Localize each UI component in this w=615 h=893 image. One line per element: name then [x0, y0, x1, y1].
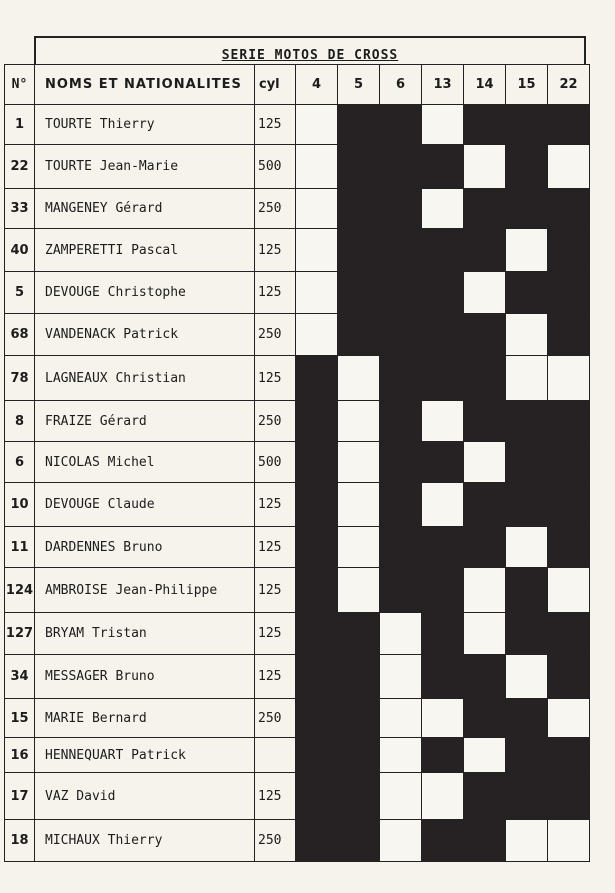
- table-row: [5, 613, 590, 655]
- rider-cyl: 125: [255, 773, 296, 820]
- table-row: [5, 229, 590, 272]
- rider-name: DEVOUGE Christophe: [35, 272, 255, 314]
- rider-number: 33: [5, 189, 35, 229]
- run-cell-22: [548, 483, 590, 527]
- run-cell-4: [296, 699, 338, 738]
- rider-number: 5: [5, 272, 35, 314]
- run-cell-5: [338, 738, 380, 773]
- header-run: 22: [548, 65, 590, 105]
- rider-number: 34: [5, 655, 35, 699]
- rider-cyl: [255, 738, 296, 773]
- table-row: [5, 738, 590, 773]
- run-cell-13: [422, 773, 464, 820]
- run-cell-13: [422, 655, 464, 699]
- run-cell-4: [296, 314, 338, 356]
- run-cell-14: [464, 699, 506, 738]
- rider-cyl: 125: [255, 655, 296, 699]
- run-cell-13: [422, 314, 464, 356]
- run-cell-6: [380, 699, 422, 738]
- run-cell-14: [464, 105, 506, 145]
- rider-cyl: 125: [255, 105, 296, 145]
- rider-number: 124: [5, 568, 35, 613]
- header-run: 5: [338, 65, 380, 105]
- rider-number: 78: [5, 356, 35, 401]
- run-cell-15: [506, 272, 548, 314]
- run-cell-5: [338, 483, 380, 527]
- header-cyl: cyl: [255, 65, 296, 105]
- table-row: [5, 773, 590, 820]
- run-cell-6: [380, 401, 422, 442]
- run-cell-15: [506, 442, 548, 483]
- run-cell-4: [296, 442, 338, 483]
- run-cell-5: [338, 773, 380, 820]
- run-cell-13: [422, 189, 464, 229]
- run-cell-5: [338, 820, 380, 862]
- rider-name: DARDENNES Bruno: [35, 527, 255, 568]
- run-cell-6: [380, 272, 422, 314]
- run-cell-6: [380, 189, 422, 229]
- run-cell-14: [464, 272, 506, 314]
- run-cell-15: [506, 356, 548, 401]
- rider-cyl: 125: [255, 483, 296, 527]
- table-row: [5, 145, 590, 189]
- rider-name: AMBROISE Jean-Philippe: [35, 568, 255, 613]
- run-cell-15: [506, 820, 548, 862]
- run-cell-15: [506, 483, 548, 527]
- run-cell-13: [422, 105, 464, 145]
- run-cell-13: [422, 699, 464, 738]
- run-cell-5: [338, 527, 380, 568]
- run-cell-15: [506, 527, 548, 568]
- run-cell-14: [464, 401, 506, 442]
- run-cell-22: [548, 442, 590, 483]
- run-cell-13: [422, 568, 464, 613]
- run-cell-22: [548, 568, 590, 613]
- rider-name: FRAIZE Gérard: [35, 401, 255, 442]
- header-run: 13: [422, 65, 464, 105]
- rider-number: 127: [5, 613, 35, 655]
- header-names: NOMS ET NATIONALITES: [35, 65, 255, 105]
- run-cell-15: [506, 699, 548, 738]
- run-cell-13: [422, 272, 464, 314]
- run-cell-5: [338, 655, 380, 699]
- run-cell-14: [464, 773, 506, 820]
- run-cell-14: [464, 356, 506, 401]
- run-cell-5: [338, 699, 380, 738]
- run-cell-15: [506, 105, 548, 145]
- run-cell-6: [380, 442, 422, 483]
- header-run: 15: [506, 65, 548, 105]
- rider-name: MANGENEY Gérard: [35, 189, 255, 229]
- run-cell-14: [464, 820, 506, 862]
- run-cell-22: [548, 272, 590, 314]
- run-cell-6: [380, 314, 422, 356]
- run-cell-14: [464, 738, 506, 773]
- table-row: [5, 401, 590, 442]
- run-cell-6: [380, 773, 422, 820]
- run-cell-6: [380, 483, 422, 527]
- rider-number: 17: [5, 773, 35, 820]
- table-row: [5, 105, 590, 145]
- run-cell-4: [296, 773, 338, 820]
- run-cell-22: [548, 314, 590, 356]
- run-cell-13: [422, 356, 464, 401]
- run-cell-14: [464, 568, 506, 613]
- rider-cyl: 125: [255, 568, 296, 613]
- run-cell-13: [422, 738, 464, 773]
- run-cell-4: [296, 229, 338, 272]
- table-row: [5, 655, 590, 699]
- run-cell-14: [464, 229, 506, 272]
- rider-cyl: 250: [255, 189, 296, 229]
- rider-cyl: 250: [255, 820, 296, 862]
- run-cell-5: [338, 272, 380, 314]
- run-cell-22: [548, 189, 590, 229]
- run-cell-14: [464, 189, 506, 229]
- run-cell-14: [464, 483, 506, 527]
- run-cell-22: [548, 401, 590, 442]
- run-cell-14: [464, 527, 506, 568]
- header-run: 14: [464, 65, 506, 105]
- rider-name: VAZ David: [35, 773, 255, 820]
- rider-name: MESSAGER Bruno: [35, 655, 255, 699]
- rider-number: 15: [5, 699, 35, 738]
- run-cell-14: [464, 442, 506, 483]
- rider-name: TOURTE Thierry: [35, 105, 255, 145]
- rider-cyl: 125: [255, 272, 296, 314]
- results-table: [4, 64, 590, 862]
- rider-cyl: 250: [255, 401, 296, 442]
- table-row: [5, 272, 590, 314]
- run-cell-4: [296, 356, 338, 401]
- run-cell-22: [548, 145, 590, 189]
- rider-name: NICOLAS Michel: [35, 442, 255, 483]
- table-row: [5, 568, 590, 613]
- header-run: 4: [296, 65, 338, 105]
- run-cell-4: [296, 483, 338, 527]
- run-cell-6: [380, 655, 422, 699]
- run-cell-14: [464, 613, 506, 655]
- run-cell-22: [548, 229, 590, 272]
- series-title: SERIE MOTOS DE CROSS: [221, 48, 399, 63]
- run-cell-4: [296, 613, 338, 655]
- run-cell-15: [506, 655, 548, 699]
- rider-cyl: 125: [255, 229, 296, 272]
- rider-number: 18: [5, 820, 35, 862]
- rider-cyl: 250: [255, 699, 296, 738]
- table-row: [5, 314, 590, 356]
- run-cell-15: [506, 401, 548, 442]
- run-cell-6: [380, 527, 422, 568]
- run-cell-15: [506, 145, 548, 189]
- rider-name: DEVOUGE Claude: [35, 483, 255, 527]
- series-header: [34, 36, 586, 64]
- run-cell-15: [506, 568, 548, 613]
- rider-name: HENNEQUART Patrick: [35, 738, 255, 773]
- run-cell-6: [380, 738, 422, 773]
- run-cell-4: [296, 820, 338, 862]
- run-cell-5: [338, 613, 380, 655]
- run-cell-6: [380, 105, 422, 145]
- run-cell-22: [548, 699, 590, 738]
- run-cell-15: [506, 773, 548, 820]
- rider-name: ZAMPERETTI Pascal: [35, 229, 255, 272]
- rider-name: BRYAM Tristan: [35, 613, 255, 655]
- run-cell-22: [548, 527, 590, 568]
- rider-cyl: 125: [255, 356, 296, 401]
- rider-number: 8: [5, 401, 35, 442]
- run-cell-5: [338, 314, 380, 356]
- run-cell-5: [338, 189, 380, 229]
- run-cell-5: [338, 105, 380, 145]
- run-cell-5: [338, 568, 380, 613]
- rider-number: 22: [5, 145, 35, 189]
- run-cell-13: [422, 613, 464, 655]
- table-row: [5, 483, 590, 527]
- run-cell-15: [506, 229, 548, 272]
- table-row: [5, 527, 590, 568]
- rider-cyl: 500: [255, 442, 296, 483]
- table-row: [5, 189, 590, 229]
- run-cell-22: [548, 773, 590, 820]
- run-cell-22: [548, 655, 590, 699]
- run-cell-22: [548, 820, 590, 862]
- run-cell-14: [464, 655, 506, 699]
- run-cell-13: [422, 401, 464, 442]
- run-cell-4: [296, 527, 338, 568]
- rider-cyl: 125: [255, 613, 296, 655]
- run-cell-15: [506, 189, 548, 229]
- run-cell-4: [296, 272, 338, 314]
- rider-cyl: 250: [255, 314, 296, 356]
- rider-rows: [5, 105, 590, 862]
- rider-name: VANDENACK Patrick: [35, 314, 255, 356]
- run-cell-5: [338, 442, 380, 483]
- header-run: 6: [380, 65, 422, 105]
- rider-name: TOURTE Jean-Marie: [35, 145, 255, 189]
- run-cell-6: [380, 820, 422, 862]
- run-cell-6: [380, 568, 422, 613]
- run-cell-13: [422, 442, 464, 483]
- rider-number: 10: [5, 483, 35, 527]
- run-cell-22: [548, 105, 590, 145]
- run-cell-4: [296, 189, 338, 229]
- run-cell-15: [506, 613, 548, 655]
- run-cell-14: [464, 145, 506, 189]
- rider-cyl: 125: [255, 527, 296, 568]
- run-cell-6: [380, 356, 422, 401]
- run-cell-5: [338, 401, 380, 442]
- header-row: [5, 65, 590, 105]
- run-cell-13: [422, 483, 464, 527]
- run-cell-5: [338, 145, 380, 189]
- run-cell-4: [296, 655, 338, 699]
- table-row: [5, 820, 590, 862]
- rider-number: 11: [5, 527, 35, 568]
- table-row: [5, 442, 590, 483]
- run-cell-13: [422, 229, 464, 272]
- run-cell-15: [506, 314, 548, 356]
- run-cell-4: [296, 105, 338, 145]
- run-cell-14: [464, 314, 506, 356]
- run-cell-6: [380, 229, 422, 272]
- run-cell-13: [422, 145, 464, 189]
- run-cell-22: [548, 738, 590, 773]
- run-cell-6: [380, 145, 422, 189]
- header-number: N°: [5, 65, 35, 105]
- run-cell-6: [380, 613, 422, 655]
- rider-name: MARIE Bernard: [35, 699, 255, 738]
- rider-name: MICHAUX Thierry: [35, 820, 255, 862]
- run-cell-15: [506, 738, 548, 773]
- run-cell-5: [338, 356, 380, 401]
- rider-cyl: 500: [255, 145, 296, 189]
- run-cell-4: [296, 145, 338, 189]
- rider-number: 6: [5, 442, 35, 483]
- rider-number: 16: [5, 738, 35, 773]
- run-cell-13: [422, 527, 464, 568]
- run-cell-5: [338, 229, 380, 272]
- run-cell-13: [422, 820, 464, 862]
- rider-number: 68: [5, 314, 35, 356]
- table-row: [5, 699, 590, 738]
- run-cell-22: [548, 613, 590, 655]
- run-cell-22: [548, 356, 590, 401]
- run-cell-4: [296, 568, 338, 613]
- rider-number: 1: [5, 105, 35, 145]
- run-cell-4: [296, 738, 338, 773]
- rider-name: LAGNEAUX Christian: [35, 356, 255, 401]
- rider-number: 40: [5, 229, 35, 272]
- table-row: [5, 356, 590, 401]
- run-cell-4: [296, 401, 338, 442]
